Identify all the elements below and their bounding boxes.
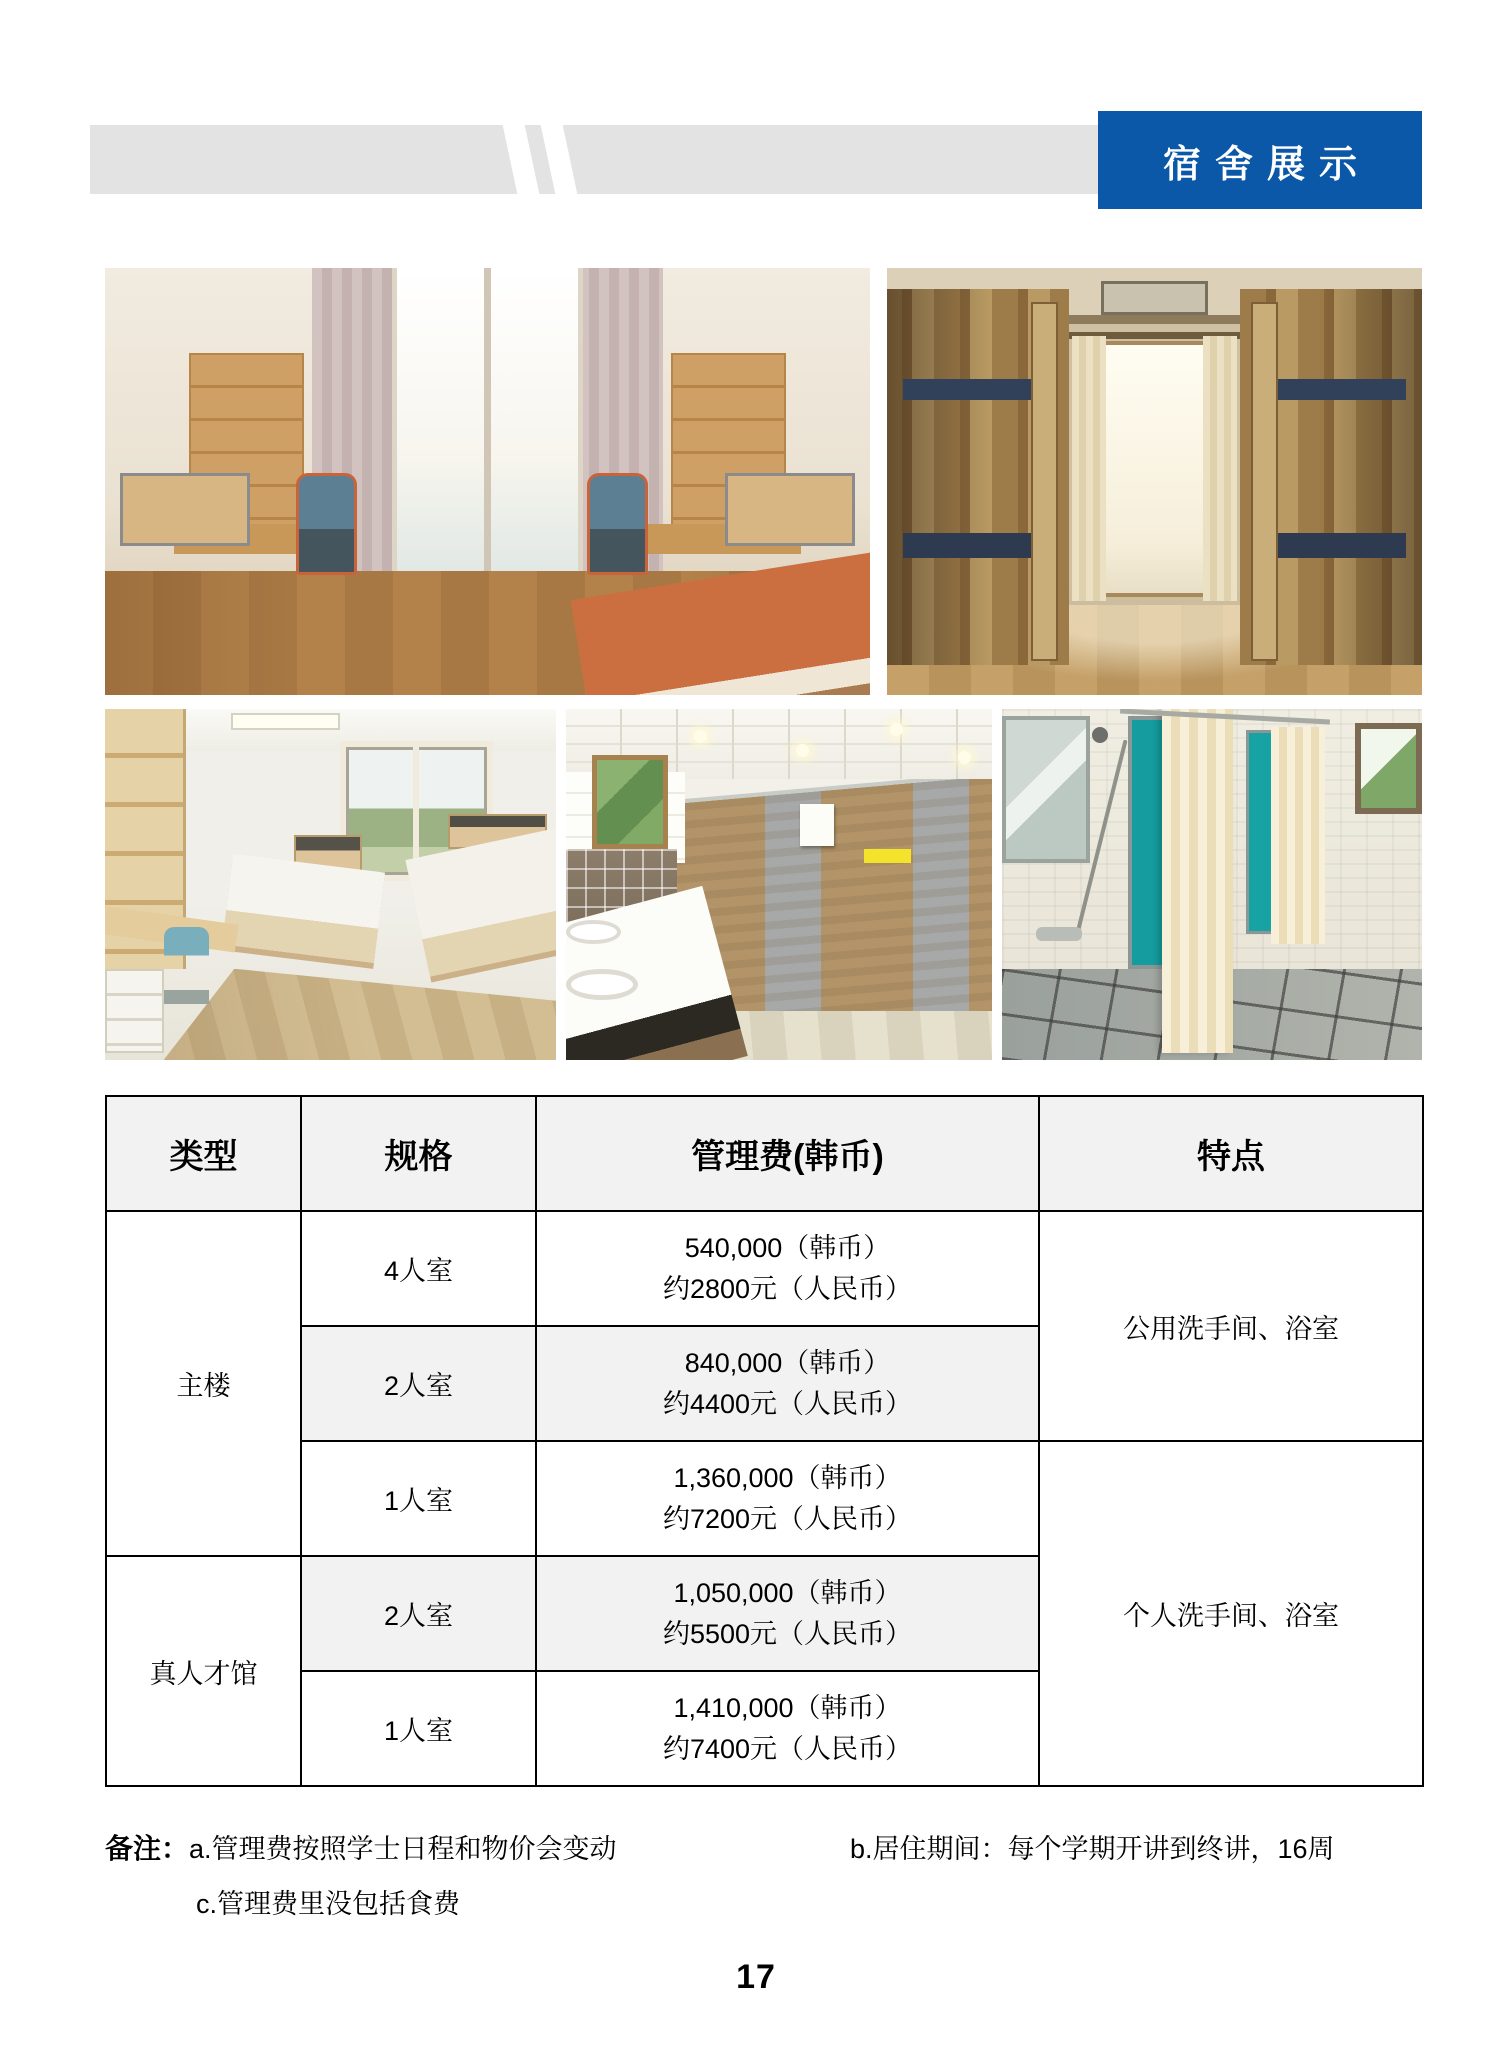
mattress xyxy=(903,533,1031,559)
type-cell-main-building: 主楼 xyxy=(106,1211,301,1556)
fee-cell xyxy=(536,1211,1039,1326)
bed xyxy=(222,854,385,963)
fee-rmb: 约4400元（人民币） xyxy=(662,1388,913,1419)
note-line xyxy=(105,1832,1425,1866)
feature-cell-shared: 公用洗手间、浴室 xyxy=(1039,1211,1423,1441)
ceiling-light xyxy=(231,713,339,731)
photo-shower-room xyxy=(1002,709,1422,1060)
curtain xyxy=(1072,336,1107,601)
col-header-fee: 管理费(韩币) xyxy=(536,1096,1039,1211)
fee-krw: 840,000（韩币） xyxy=(684,1347,891,1378)
ceiling-light xyxy=(958,751,971,764)
window-frame xyxy=(484,268,490,584)
fee-krw: 1,410,000（韩币） xyxy=(673,1692,902,1723)
shower-curtain xyxy=(1162,709,1233,1053)
page-number: 17 xyxy=(736,1958,776,1996)
drawer-unit xyxy=(105,969,164,1053)
section-title-box xyxy=(1098,111,1422,209)
photo-twin-room xyxy=(105,268,870,695)
mattress xyxy=(1278,379,1406,400)
bed-footboard xyxy=(725,473,855,546)
fee-krw: 540,000（韩币） xyxy=(684,1232,891,1263)
col-header-feature: 特点 xyxy=(1039,1096,1423,1211)
table-row xyxy=(106,1441,1423,1556)
photo-bunk-room xyxy=(887,268,1422,695)
fee-cell xyxy=(536,1671,1039,1786)
spec-cell: 1人室 xyxy=(301,1441,536,1556)
chair xyxy=(587,473,648,575)
bunk-post xyxy=(1251,302,1278,661)
fee-krw: 1,360,000（韩币） xyxy=(673,1462,902,1493)
spec-cell: 2人室 xyxy=(301,1326,536,1441)
mirror xyxy=(1002,716,1090,863)
fee-rmb: 约7400元（人民币） xyxy=(662,1733,913,1764)
paper-notice xyxy=(800,804,834,846)
chair xyxy=(164,927,209,1004)
spec-cell: 2人室 xyxy=(301,1556,536,1671)
fee-rmb: 约2800元（人民币） xyxy=(662,1273,913,1304)
bed-footboard xyxy=(120,473,250,546)
notes xyxy=(105,1832,1425,1921)
curtain xyxy=(1203,336,1238,601)
faucet xyxy=(1036,927,1082,941)
shower-head xyxy=(1092,727,1108,743)
table-row xyxy=(106,1211,1423,1326)
type-cell-annex-building: 真人才馆 xyxy=(106,1556,301,1786)
note-line xyxy=(105,1887,1425,1921)
mattress xyxy=(1278,533,1406,559)
col-header-spec: 规格 xyxy=(301,1096,536,1211)
feature-cell-private: 个人洗手间、浴室 xyxy=(1039,1441,1423,1786)
stripe-slash-icon xyxy=(502,121,540,198)
bunk-post xyxy=(1031,302,1058,661)
ceiling-light xyxy=(694,730,707,743)
fee-rmb: 约7200元（人民币） xyxy=(662,1503,913,1534)
chair xyxy=(296,473,357,575)
spec-cell: 1人室 xyxy=(301,1671,536,1786)
window xyxy=(1101,341,1208,597)
fee-cell xyxy=(536,1326,1039,1441)
note-c: c.管理费里没包括食费 xyxy=(196,1889,461,1919)
spec-cell: 4人室 xyxy=(301,1211,536,1326)
stripe-slash-icon xyxy=(540,121,578,198)
fee-rmb: 约5500元（人民币） xyxy=(662,1618,913,1649)
air-conditioner xyxy=(1101,281,1208,315)
fee-krw: 1,050,000（韩币） xyxy=(673,1577,902,1608)
section-title: 宿舍展示 xyxy=(1162,143,1371,186)
fees-table xyxy=(105,1095,1424,1787)
notes-label: 备注： xyxy=(105,1833,190,1864)
photo-single-room xyxy=(105,709,556,1060)
fee-cell xyxy=(536,1556,1039,1671)
ceiling-light xyxy=(890,723,903,736)
photo-toilet-stalls xyxy=(566,709,992,1060)
header-stripe xyxy=(90,125,1098,194)
fee-cell xyxy=(536,1441,1039,1556)
note-a: a.管理费按照学士日程和物价会变动 xyxy=(189,1834,617,1864)
sink xyxy=(566,920,621,945)
mattress xyxy=(903,379,1031,400)
yellow-sign xyxy=(864,849,911,863)
shower-curtain xyxy=(1271,727,1326,945)
note-b: b.居住期间：每个学期开讲到终讲，16周 xyxy=(850,1834,1335,1864)
col-header-type: 类型 xyxy=(106,1096,301,1211)
window xyxy=(1355,723,1422,814)
table-header-row xyxy=(106,1096,1423,1211)
window xyxy=(592,755,669,850)
